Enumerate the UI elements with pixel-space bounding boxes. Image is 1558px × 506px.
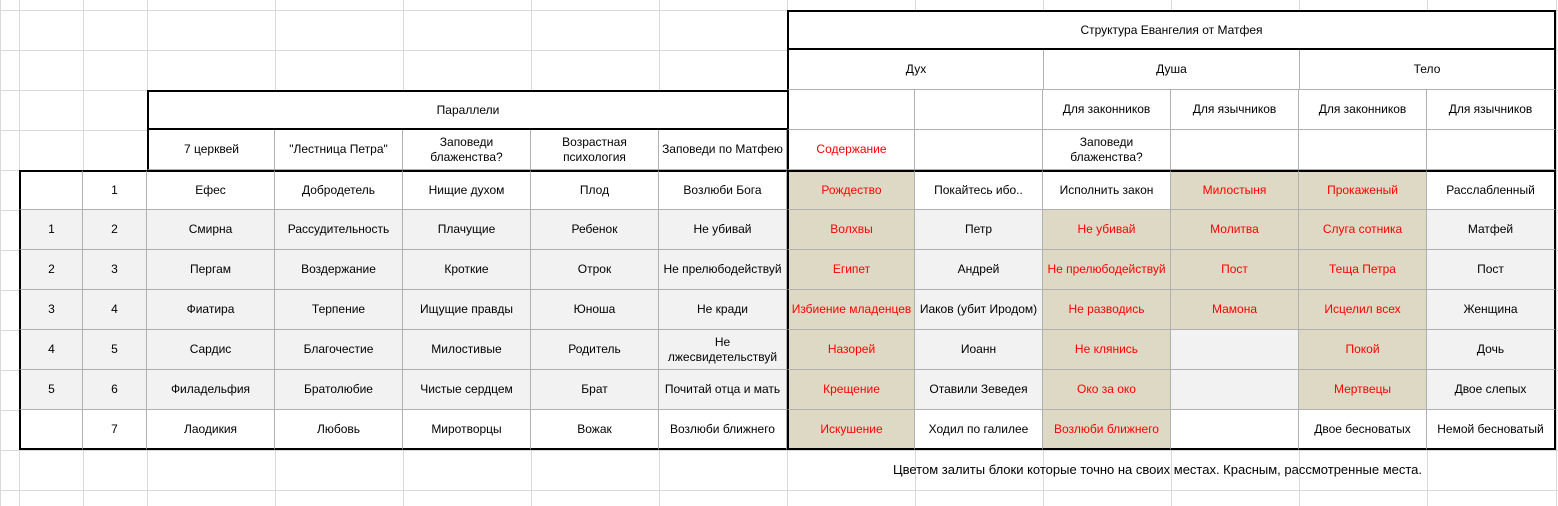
table-cell-c[interactable]: Фиатира <box>147 290 275 330</box>
table-cell-f[interactable]: Отрок <box>531 250 659 290</box>
table-cell-h[interactable]: Искушение <box>787 410 915 450</box>
table-cell-m[interactable]: Дочь <box>1427 330 1556 370</box>
table-cell-m[interactable]: Двое слепых <box>1427 370 1556 410</box>
body-lawyers-header: Для законников <box>1299 90 1427 130</box>
table-cell-f[interactable]: Вожак <box>531 410 659 450</box>
table-cell-f[interactable]: Юноша <box>531 290 659 330</box>
header-empty-body-1 <box>1299 130 1427 170</box>
table-cell-i[interactable]: Петр <box>915 210 1043 250</box>
table-cell-g[interactable]: Почитай отца и мать <box>659 370 787 410</box>
body-pagans-header: Для язычников <box>1427 90 1556 130</box>
table-cell-l[interactable]: Мертвецы <box>1299 370 1427 410</box>
table-cell-i[interactable]: Отавили Зеведея <box>915 370 1043 410</box>
table-cell-a[interactable]: 3 <box>19 290 83 330</box>
table-cell-g[interactable]: Не кради <box>659 290 787 330</box>
header-soul-beatitudes: Заповеди блаженства? <box>1043 130 1171 170</box>
table-cell-l[interactable]: Двое бесноватых <box>1299 410 1427 450</box>
table-cell-k[interactable] <box>1171 330 1299 370</box>
table-cell-g[interactable]: Возлюби ближнего <box>659 410 787 450</box>
table-cell-k[interactable]: Милостыня <box>1171 170 1299 210</box>
table-cell-f[interactable]: Ребенок <box>531 210 659 250</box>
table-title: Структура Евангелия от Матфея <box>787 10 1556 50</box>
table-cell-i[interactable]: Андрей <box>915 250 1043 290</box>
table-cell-g[interactable]: Не лжесвидетельствуй <box>659 330 787 370</box>
table-cell-l[interactable]: Теща Петра <box>1299 250 1427 290</box>
soul-pagans-header: Для язычников <box>1171 90 1299 130</box>
table-cell-d[interactable]: Воздержание <box>275 250 403 290</box>
table-cell-d[interactable]: Любовь <box>275 410 403 450</box>
table-cell-g[interactable]: Не убивай <box>659 210 787 250</box>
table-cell-c[interactable]: Лаодикия <box>147 410 275 450</box>
table-cell-e[interactable]: Ищущие правды <box>403 290 531 330</box>
table-cell-b[interactable]: 2 <box>83 210 147 250</box>
spirit-sub-empty-2 <box>915 90 1043 130</box>
header-empty-soul <box>1171 130 1299 170</box>
table-cell-b[interactable]: 4 <box>83 290 147 330</box>
table-cell-j[interactable]: Возлюби ближнего <box>1043 410 1171 450</box>
gridline-vertical <box>0 0 1 506</box>
table-cell-e[interactable]: Чистые сердцем <box>403 370 531 410</box>
table-cell-k[interactable] <box>1171 410 1299 450</box>
table-cell-e[interactable]: Кроткие <box>403 250 531 290</box>
table-cell-l[interactable]: Покой <box>1299 330 1427 370</box>
table-cell-j[interactable]: Око за око <box>1043 370 1171 410</box>
table-cell-c[interactable]: Сардис <box>147 330 275 370</box>
table-cell-l[interactable]: Прокаженый <box>1299 170 1427 210</box>
table-cell-m[interactable]: Матфей <box>1427 210 1556 250</box>
table-cell-b[interactable]: 7 <box>83 410 147 450</box>
legend-note: Цветом залиты блоки которые точно на своих местах. Красным, рассмотренные места. <box>893 462 1423 477</box>
group-header-spirit: Дух <box>787 50 1043 90</box>
table-cell-i[interactable]: Покайтесь ибо.. <box>915 170 1043 210</box>
table-cell-a[interactable]: 5 <box>19 370 83 410</box>
table-cell-j[interactable]: Не убивай <box>1043 210 1171 250</box>
header-ladder: "Лестница Петра" <box>275 130 403 170</box>
table-cell-a[interactable]: 4 <box>19 330 83 370</box>
header-content: Содержание <box>787 130 915 170</box>
table-cell-b[interactable]: 5 <box>83 330 147 370</box>
table-cell-b[interactable]: 1 <box>83 170 147 210</box>
table-cell-c[interactable]: Пергам <box>147 250 275 290</box>
table-cell-k[interactable]: Мамона <box>1171 290 1299 330</box>
table-cell-j[interactable]: Исполнить закон <box>1043 170 1171 210</box>
header-churches: 7 церквей <box>147 130 275 170</box>
header-beatitudes: Заповеди блаженства? <box>403 130 531 170</box>
table-cell-k[interactable]: Пост <box>1171 250 1299 290</box>
table-cell-h[interactable]: Назорей <box>787 330 915 370</box>
table-cell-f[interactable]: Плод <box>531 170 659 210</box>
table-cell-a[interactable]: 2 <box>19 250 83 290</box>
table-cell-i[interactable]: Иаков (убит Иродом) <box>915 290 1043 330</box>
group-header-soul: Душа <box>1043 50 1299 90</box>
group-header-body: Тело <box>1299 50 1556 90</box>
table-cell-e[interactable]: Нищие духом <box>403 170 531 210</box>
table-cell-h[interactable]: Египет <box>787 250 915 290</box>
header-age-psychology: Возрастная психология <box>531 130 659 170</box>
table-cell-g[interactable]: Не прелюбодействуй <box>659 250 787 290</box>
parallels-header: Параллели <box>147 90 787 130</box>
spirit-sub-empty-1 <box>787 90 915 130</box>
table-cell-a[interactable] <box>19 170 83 210</box>
table-cell-d[interactable]: Добродетель <box>275 170 403 210</box>
table-cell-i[interactable]: Иоанн <box>915 330 1043 370</box>
table-cell-k[interactable]: Молитва <box>1171 210 1299 250</box>
table-cell-k[interactable] <box>1171 370 1299 410</box>
table-cell-l[interactable]: Слуга сотника <box>1299 210 1427 250</box>
table-cell-m[interactable]: Женщина <box>1427 290 1556 330</box>
table-cell-e[interactable]: Миротворцы <box>403 410 531 450</box>
table-cell-b[interactable]: 6 <box>83 370 147 410</box>
table-cell-d[interactable]: Благочестие <box>275 330 403 370</box>
table-cell-c[interactable]: Смирна <box>147 210 275 250</box>
table-cell-f[interactable]: Родитель <box>531 330 659 370</box>
header-empty-spirit <box>915 130 1043 170</box>
table-cell-m[interactable]: Немой бесноватый <box>1427 410 1556 450</box>
table-cell-h[interactable]: Избиение младенцев <box>787 290 915 330</box>
table-cell-d[interactable]: Рассудительность <box>275 210 403 250</box>
table-cell-c[interactable]: Ефес <box>147 170 275 210</box>
table-cell-j[interactable]: Не прелюбодействуй <box>1043 250 1171 290</box>
gridline-vertical <box>1556 0 1557 506</box>
header-commandments: Заповеди по Матфею <box>659 130 787 170</box>
table-cell-a[interactable] <box>19 410 83 450</box>
table-cell-j[interactable]: Не клянись <box>1043 330 1171 370</box>
table-cell-h[interactable]: Крещение <box>787 370 915 410</box>
table-cell-h[interactable]: Рождество <box>787 170 915 210</box>
header-empty-body-2 <box>1427 130 1556 170</box>
table-cell-a[interactable]: 1 <box>19 210 83 250</box>
table-cell-h[interactable]: Волхвы <box>787 210 915 250</box>
table-cell-m[interactable]: Пост <box>1427 250 1556 290</box>
table-cell-c[interactable]: Филадельфия <box>147 370 275 410</box>
table-cell-d[interactable]: Терпение <box>275 290 403 330</box>
table-cell-g[interactable]: Возлюби Бога <box>659 170 787 210</box>
table-cell-e[interactable]: Милостивые <box>403 330 531 370</box>
table-cell-f[interactable]: Брат <box>531 370 659 410</box>
soul-lawyers-header: Для законников <box>1043 90 1171 130</box>
table-cell-d[interactable]: Братолюбие <box>275 370 403 410</box>
table-cell-m[interactable]: Расслабленный <box>1427 170 1556 210</box>
table-cell-b[interactable]: 3 <box>83 250 147 290</box>
table-cell-e[interactable]: Плачущие <box>403 210 531 250</box>
table-cell-l[interactable]: Исцелил всех <box>1299 290 1427 330</box>
table-cell-i[interactable]: Ходил по галилее <box>915 410 1043 450</box>
table-cell-j[interactable]: Не разводись <box>1043 290 1171 330</box>
